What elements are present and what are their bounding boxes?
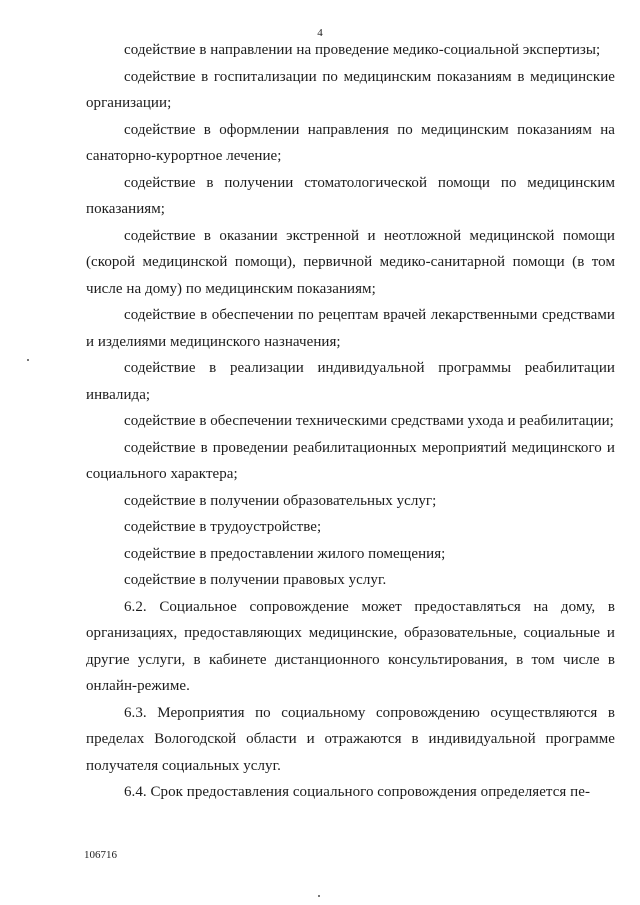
document-body [86,37,615,806]
page-number: 4 [317,27,323,39]
paragraph: содействие в обеспечении по рецептам врачей лекарственными средствами и изделиями медицинского назначения; [86,307,615,350]
paragraph: 6.3. Мероприятия по социальному сопровождению осуществляются в пределах Вологодской области и отражаются в индивидуальной программе получателя социальных услуг. [86,704,615,774]
paragraph: содействие в проведении реабилитационных мероприятий медицинского и социального характера; [86,439,615,482]
paragraph: содействие в получении стоматологической помощи по медицинским показаниям; [86,174,615,217]
paragraph: содействие в обеспечении техническими средствами ухода и реабилитации; [124,413,614,429]
paragraph: содействие в реализации индивидуальной программы реабилитации инвалида; [86,360,615,403]
paragraph: содействие в трудоустройстве; [124,519,322,535]
paragraph: содействие в оказании экстренной и неотложной медицинской помощи (скорой медицинской помощи), первичной медико-санитарной помощи (в том числе на дому) по медицинским показаниям; [86,227,615,297]
paragraph: содействие в госпитализации по медицинским показаниям в медицинские организации; [86,68,615,111]
footer-code: 106716 [84,849,117,861]
paragraph: содействие в получении правовых услуг. [124,572,387,588]
paragraph: содействие в предоставлении жилого помещения; [124,545,446,562]
paragraph: 6.2. Социальное сопровождение может предоставляться на дому, в организациях, предоставляющих медицинские, образовательные, социальные и другие услуги, в кабинете дистанционного консультирования, в том числе в онлайн-режиме. [86,598,615,694]
scan-speck [27,359,29,361]
scan-speck [318,895,320,897]
paragraph: содействие в направлении на проведение медико-социальной экспертизы; [124,42,601,58]
paragraph: содействие в получении образовательных услуг; [124,492,437,509]
paragraph: 6.4. Срок предоставления социального сопровождения определяется пе- [124,784,590,800]
paragraph: содействие в оформлении направления по медицинским показаниям на санаторно-курортное лечение; [86,121,615,164]
